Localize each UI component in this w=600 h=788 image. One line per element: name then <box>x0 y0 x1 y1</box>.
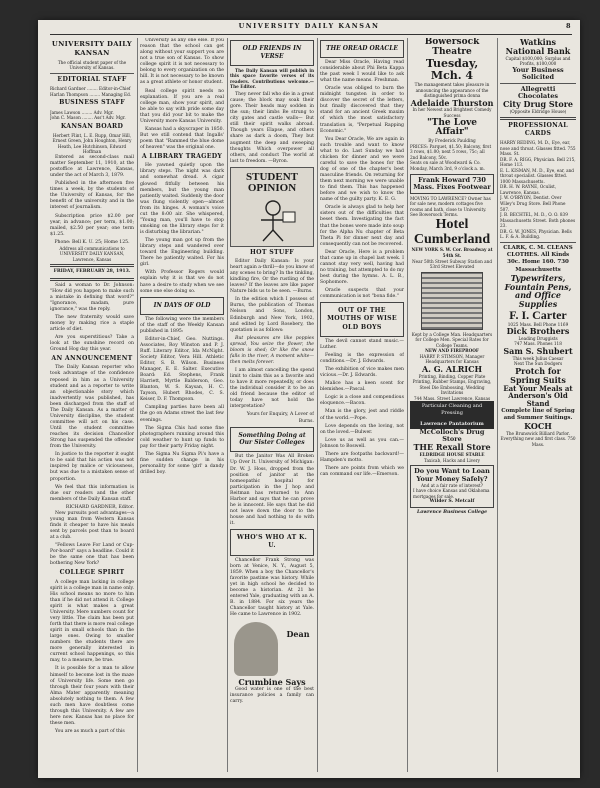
column-1 <box>50 38 134 772</box>
hot-stuff-signoff: Yours for Enquiry, A Lover of Burns. <box>246 412 314 424</box>
hotel-note: Near 50th Street Subway Station and 53rd Street Elevated <box>411 258 493 270</box>
old-friends-verse: They never fall who die in a great cause; the block may soak their gore. Their heads may sodden in the sun; their limbs Be strung to city gates and castle walls— But still their spirit walks abroad. Though years Elapse, and others share as dark a doom, They but augment the deep and sweeping thoughts Which overpower all others, and conduct The world at last to freedom. —Byron. <box>230 92 314 164</box>
editorial-item: Kansas had a skyscraper in 1850. But we still contend that Ingalls' poem that "Rammed the blue dome of heaven" was the original one. <box>140 126 224 151</box>
whos-who-body: Chancellor Frank Strong was born at Venice, N. Y., August 5, 1859. When a boy the Chancellor's favorite pastime was history. While yet in high school he decided to become a historian. At 21 he entered Yale, graduating with an A. B. in 1884. For six years the Chancellor taught history at Yale. He came to Lawrence in 1902. <box>230 557 314 618</box>
hot-stuff-heading: HOT STUFF <box>250 248 294 256</box>
college-spirit-body: You are as much a part of this <box>55 729 125 735</box>
city-drug-sub: (Opposite Eldridge House) <box>509 109 567 115</box>
anderson-ad: Eat Your Meals at Anderson's Old Stand <box>503 383 573 408</box>
quote-item: Love us as well as you can.—Johnson to Boswell. <box>320 437 404 449</box>
masthead-title: UNIVERSITY DAILY KANSAN <box>238 22 380 30</box>
oracle-body: Oracle is always glad to help her sisters out of the difficulties that beset them. Investigating the fact that the bones were made into soup for the Alpha Nu chapter of Beta Theta Pi for dinner next day and consequently can not be recovered. <box>320 205 404 247</box>
editorial-item: Real college spirit needs no explanation. If you are a real college man, show your spirit, and be able to say with pride some day that you did your bit to make the University more Kansas University. <box>140 88 224 124</box>
hotel-note: Kept by a College Man. Headquarters for College Men. Special Rates for College Teams. <box>411 331 493 348</box>
oracle-body: Dear Oracle, Here is a problem that came up in chapel last week. I cannot stay very well, having had no training, but attempted to do my best during the hymns. A. L. B., Sophomore. <box>320 249 404 286</box>
library-tragedy-body: With Professor Rogers would explain why it is that we do not have a desire to study when we see some one else doing so. <box>140 270 224 294</box>
eldridge-ad-sub: Taxicab, Hacks and Livery <box>424 457 480 463</box>
shubert-this-week: This week Julius Caesar <box>512 355 564 361</box>
hotel-cumberland-title: Hotel Cumberland <box>413 217 491 247</box>
mccolloch-ad: McColloch's Drug Store <box>419 428 485 444</box>
college-spirit-body: It is possible for a man to allow himself to become lost in the maze of University life. Some men go through their four years with their Alma Mater apparently meaning absolutely nothing to them. A few such men have doubtless come through this University. A few are here now. Kansas has no place for these men. <box>50 666 134 727</box>
hot-stuff-body: I am almost cancelling the spend limit to claim this as a favorite and to have it more repeatedly, or does the individual consider it to be an old friend because the editor of today have not hold the interpretation? <box>230 368 314 410</box>
editorial-staff-2: Harlan Thompson ........ Managing Ed. <box>50 91 132 97</box>
shubert-ad: Sam S. Shubert <box>503 346 573 357</box>
dean-crumbine-quote: Good water is one of the best insurance policies a family can carry. <box>230 686 314 705</box>
days-of-old-body: The following were the members of the staff of the Weekly Kansan published in 1895: <box>140 316 224 334</box>
oread-oracle-heading: THE OREAD ORACLE <box>326 45 398 52</box>
professional-cards-heading: PROFESSIONAL CARDS <box>508 121 568 137</box>
divider <box>50 73 134 74</box>
college-spirit-body: A college man lacking in college spirit is a college man in name only. His school means no more to him than if he did not attend it. College spirit is what makes a great University. Mere numbers count for very little. The claim has been put forth that there is more real college spirit in small schools than in the large ones. Owing to smaller numbers the students there are more generally interested in current school happenings, so this may, to a measure, be true. <box>50 579 134 664</box>
koch-ad-title: KOCH <box>524 421 552 432</box>
business-college-ad: Lawrence Business College <box>416 510 488 516</box>
dateline: FRIDAY, FEBRUARY 28, 1913. <box>53 269 131 275</box>
announcement-heading: AN ANNOUNCEMENT <box>51 355 133 363</box>
library-tragedy-body: He yawned quietly upon the library steps. The night was dark and somewhat dread. A cigar glowed fitfully between his members, but the young man patiently waited. Suddenly the door was flung violently open—almost from its hinges. A woman's voice cut the 8:00 air. She whispered, "Young man, you'll have to stop smoking on the library steps for it is disturbing the librarian." <box>140 163 224 235</box>
hotel-location: NEW YORK S. W. Cor. Broadway at 54th St. <box>411 247 493 258</box>
column-2 <box>140 38 224 772</box>
dean-crumbine-box <box>230 620 314 705</box>
newspaper-page <box>38 20 580 778</box>
koch-ad-body: Complete line of Spring and Summer Suitings. <box>501 407 575 421</box>
days-of-old-body: The Sigma Chis had some fine photographers running around this cold weather to hunt up funds to pay for their party Friday night. <box>140 425 224 449</box>
loan-rate: And at a fair rate of interest? <box>421 482 483 488</box>
business-staff-1: James Lawson ........ Adv. Mgr. <box>50 109 114 115</box>
wise-old-boys-heading: OUT OF THE MOUTHS OF WISE OLD BOYS <box>327 307 397 331</box>
editorial-item: Said a woman to Dr. Johnson: "How did you happen to make such a mistake in defining that word?" "Ignorance, madam, pure ignorance," was the reply. <box>50 282 134 312</box>
days-of-old-body: The Sigma Nu Sigma Pi's have a fine sudden change in his personality for some 'girl' a dandy drilled boy. <box>140 451 224 476</box>
wise-old-boys-box <box>320 302 404 337</box>
professional-card: J. B. BECHTEL, M. D., O. O. 839 Massachusetts Street. Both phones 23. <box>500 212 576 229</box>
carter-address: 1025 Mass. Bell Phone 1169 <box>507 321 569 327</box>
business-staff-heading: BUSINESS STAFF <box>59 99 125 107</box>
loan-question: Do you Want to Loan Your Money Safely? <box>414 467 490 483</box>
city-drug-ad: City Drug Store <box>503 99 573 110</box>
quote-item: The devil cannot stand music.—Luther. <box>320 338 404 350</box>
alrich-ad-address: 744 Mass. Street Lawrence, Kansas <box>413 395 491 401</box>
nameplate: UNIVERSITY DAILY KANSAN <box>51 40 133 57</box>
sister-colleges-box <box>230 427 314 453</box>
protch-ad: Protch for Spring Suits <box>510 365 566 385</box>
column-4 <box>320 38 404 772</box>
announcement-signature: RICHARD GARDNER, Editor. <box>65 504 134 510</box>
quote-item: There are points from which we can command our life.—Emerson. <box>320 465 404 478</box>
old-friends-note: The Daily Kansan will publish in this space favorite verses of its readers. Contributions welcome.—The Editor. <box>230 67 314 90</box>
days-of-old-list: Editor-in-Chief, Geo. Nuttings. Associates, Roy Winston and P. J. Ruff. Literary Editor, Ida McNight. Society Editor, Vera Hill. Athletic Editor, S. B. Wilson. Business Manager, E. E. Salter. Executive Board: Ed. Stephens, Frank Harriett, Myrtle Balderson, Geo. Blanton, W. S. Kaysan, H. C. Tayson, Hubert Rhodes, C. S. Keiser, D. F. Thompson. <box>140 336 224 403</box>
quote-item: Logic is a close and compendious eloquence.—Bacon. <box>320 395 404 407</box>
masthead <box>38 22 580 34</box>
quote-item: Love depends on the loving, not on the loved.—Bulwer. <box>320 423 404 435</box>
hot-stuff-verse: But pleasures are like poppies spread, You seize the flower, the bloom is shed; Or like the snow falls in the river, A moment white—then melts forever. <box>230 335 314 365</box>
days-of-old-body: Campling parties have been all the go on Adams street the last few evenings. <box>140 405 224 423</box>
alrich-ad-body: Printing, Binding, Copper Plate Printing, Rubber Stamps, Engraving, Steel Die Embossing, Wedding Invitations <box>412 373 492 396</box>
business-staff-2: John C. Mason ........ Ass't Adv. Mgr. <box>50 115 126 121</box>
editorial-item: New pursuits post advantages—a young man from Western Kansas finds it cheaper to have his meals sent by parcels post than to board at a club. <box>50 510 134 541</box>
quote-item: There are footpaths backward!—Hampden's motto. <box>320 451 404 463</box>
hotel-manager: HARRY P. STIMSON, Manager <box>419 353 485 359</box>
hotel-building-image <box>421 272 483 330</box>
pantatorium-ad: Lawrence Pantatorium <box>410 419 494 430</box>
whos-who-heading: WHO'S WHO AT K. U. <box>236 534 308 550</box>
cleaning-ad: Particular Cleaning and Pressing <box>410 401 494 418</box>
dick-brothers-ad: Dick Brothers <box>506 326 570 337</box>
oracle-body: You Dear Oracle, We are again in such trouble and want to know what to do. Last Sunday we had chicken for dinner and we were careful to save the bones for the dog of one of the chapter's best masculine friends. On returning for them next morning we were unable to find them. This has happened before and we wish to know the name of the guilty party. K. E. G. <box>320 136 404 203</box>
loan-body: I have choice Kansas and Oklahoma mortgages for sale. <box>413 488 490 499</box>
quote-item: Feeling is the expression of conditions.—Dr. J. Edwards. <box>320 352 404 365</box>
dick-brothers-address: 747 Mass. Phones 118 <box>514 341 562 347</box>
rexall-ad: THE Rexall Store <box>413 442 491 453</box>
editorial-item: University as any one else. If you reason that the school can get along without your support you are not a true son of Kansas. To show college spirit it is not necessary to belong to every organization on the hill. It is not necessary to be known as a great athlete or honor student. <box>140 38 224 86</box>
column-6 <box>500 38 576 772</box>
carter-ad: F. I. Carter <box>509 308 567 322</box>
editorial-staff-1: Richard Gardner ........ Editor-in-Chief <box>50 86 131 92</box>
old-friends-box <box>230 40 314 66</box>
oracle-body: Oracle suspects that your communication is not "bona fide." <box>320 288 404 300</box>
kansan-board: Herbert Flint, L. E. Rupp, Omar Hill, Ernest Green, John Houghton, Henry Heath, Lee Hutchinson, Edward Hoffman <box>52 132 132 155</box>
oread-oracle-box <box>320 40 404 58</box>
watkins-solicited: Your Business Solicited <box>512 65 564 81</box>
editorial-item: "Fellows Leave For Land or Cup-Por-board" says a headline. Could it be the same one that has been bothering New York? <box>50 543 134 567</box>
divider <box>50 264 134 267</box>
column-rule <box>317 38 318 772</box>
kansan-board-heading: KANSAN BOARD <box>60 122 124 130</box>
hotel-headquarters: Headquarters for Kansas <box>425 359 479 365</box>
sister-colleges-body: But the Janitor Was All Broken Up Over It. University of Michigan: Dr. W. J. Hoss, dropped from the position of janitor at the homeopathic hospital for participation in the J hop and Reitman has returned to Ann Harbor and says that he can prove he is innocent. He says that he did not leave down the door to the house and had nothing to do with it. <box>230 454 314 527</box>
frank-howard-ad: Frank Howard 730 Mass. Fixes Footwear <box>410 174 494 194</box>
typewriters-ad: Typewriters, Fountain Pens, and Office Supplies <box>504 272 572 310</box>
nameplate-subtitle: The official student paper of the University of Kansas. <box>57 59 127 71</box>
quote-item: The exhibition of vice makes men vicious.—Dr. J. Edwards. <box>320 367 404 379</box>
cartoon-figure-icon <box>249 198 297 242</box>
dean-crumbine-title: Dean Crumbine Says <box>238 629 310 688</box>
show-author: By Frederick Paulding <box>428 138 476 144</box>
published-notice: Published in the afternoon five times a week, by the students of the University of Kansas, for the benefit of the university and in the interest of journalism. <box>50 181 134 211</box>
editorial-item: Are you superstitious? Take a look at the sunshine record on Ground Hog day this year. <box>50 335 134 353</box>
loan-name: Wilder S. Metcalf <box>429 499 475 505</box>
subscription-notice: Subscription price $2.00 per year, in advance; per term, $1.00; mailed, $2.50 per year; one term $1.25. <box>50 213 134 237</box>
old-friends-heading: OLD FRIENDS IN VERSE <box>242 45 302 60</box>
phone-notice: Phone: Bell K. U. 25; Home 125. <box>54 239 130 245</box>
column-5 <box>410 38 494 772</box>
clark-cleaner-ad: CLARK, C. M. CLEANS CLOTHES. All Kinds 30c. Home 160. 730 Massachusetts <box>503 244 573 273</box>
whos-who-box <box>230 529 314 555</box>
theatre-date: Tuesday, Mch. 4 <box>425 56 479 82</box>
allegretti-ad: Allegretti Chocolates <box>517 84 558 101</box>
performer-name: Adelaide Thurston <box>410 97 494 108</box>
dean-portrait <box>234 622 278 676</box>
moving-ad: MOVING TO LAWRENCE? Owner has for sale new, modern cottages five rooms and bath, close to University. See Bowersock Terms. <box>410 195 491 218</box>
professional-card: DR. H. W. RAYNE, Oculist, Lawrence, Kansas. <box>500 184 557 195</box>
hot-stuff-body: Editor Daily Kansan: Is your heart again a-thrill—do you know of any scenes to bring? In the tinkling, kindling fire, Or the rustling of the leaves? If the leaves are like paper Nature bids us to be seen. —Burns. <box>230 258 314 295</box>
address-notice: Address all communications to UNIVERSITY DAILY KANSAN, Lawrence, Kansas <box>59 245 125 262</box>
watkins-capital: Capital $100,000; Surplus and Profits, $100,000 <box>505 55 571 67</box>
dick-brothers-sub: Leading Druggists <box>518 335 558 341</box>
quote-item: Man is the glory, jest and riddle of the world.—Pope. <box>320 409 404 421</box>
editorial-staff-heading: EDITORIAL STAFF <box>57 76 127 84</box>
divider <box>500 83 576 84</box>
watkins-bank-title: Watkins National Bank <box>505 38 571 56</box>
sister-colleges-heading: Something Doing at Our Sister Colleges <box>238 431 306 447</box>
library-tragedy-heading: A LIBRARY TRAGEDY <box>141 153 223 161</box>
ticket-prices: PRICES: Parquet, $1.50; Balcony, first 3 rows, $1.00; next 5 rows, 75c; all 2nd Balcony, 50c. <box>410 143 492 160</box>
oracle-body: Oracle was obliged to burn the midnight tungsten in order to discover the secret of the letters, but finally discovered that they stand for an ancient Greek maxim of which the most satisfactory translation is, "Perpetual Rapping Economic." <box>320 86 404 134</box>
theatre-note: The management takes pleasure in announcing the appearance of the distinguished prima donna <box>414 81 490 99</box>
eldridge-ad: ELDRIDGE HOUSE STABLE <box>419 452 485 458</box>
entered-notice: Entered as second-class mail matter September 11, 1910, at the postoffice at Lawrence, Kansas, under the act of March 3, 1879. <box>50 154 134 179</box>
professional-card: J. W. O'BRYON, Dentist. Over Wiley's Drug Store. Bell Phone 507. <box>500 195 566 212</box>
editorial-item: The new fraternity would save money by making rice a staple article of diet. <box>50 314 134 332</box>
column-rule <box>497 38 498 772</box>
hot-stuff-body: In the edition which I possess of Burns, the publication of Thomas Nelson and Sons, London, Edinburgh and New York, 1902, and edited by Lord Rosebery, the quotation is as follows: <box>230 297 314 333</box>
alrich-ad-title: A. G. ALRICH <box>421 363 483 374</box>
professional-card: HARRY REDING, M. D., Eye, ear, nose and throat. Glasses fitted. 755 Mass. St. <box>500 139 576 157</box>
professional-card: DR. F. A. RIGG, Physician. Bell 215, Home 113. <box>500 156 576 168</box>
days-of-old-heading: IN DAYS OF OLD <box>153 301 211 309</box>
cartoon-title: STUDENT OPINION <box>246 170 298 194</box>
seat-sale: Seats on sale at Woodward & Co. Monday, March 3rd, 9 o'clock a. m. <box>410 160 485 172</box>
announcement-body: We feel that this information is due our readers and the other members of the Daily Kansan staff. <box>50 484 134 502</box>
quote-item: Malice has a keen scent for blemishes.—Pascal. <box>320 381 404 393</box>
professional-card: DR. G. W. JONES, Physician. Bells L. F. & A. Building. <box>500 228 572 240</box>
column-rule <box>227 38 228 772</box>
library-tragedy-body: The young man got up from the library steps and wandered over toward the Engineering building. There he patiently waited. For his girl. <box>140 238 224 268</box>
shubert-next: Next The Sun Dodgers <box>513 361 563 367</box>
hotel-fireproof: NEW AND FIREPROOF <box>425 348 479 354</box>
college-spirit-heading: COLLEGE SPIRIT <box>59 569 125 577</box>
show-intro: In her Newest and Brightest Comedy Success <box>412 107 492 118</box>
divider <box>50 278 134 281</box>
student-opinion-cartoon <box>230 167 314 247</box>
column-3 <box>230 38 314 772</box>
announcement-body: In justice to the reporter it ought to be said that his action was not inspired by malice or viciousness, but was due to a mistaken sense of proportion. <box>50 452 134 482</box>
page-number: 8 <box>565 22 572 30</box>
announcement-body: The Daily Kansan reporter who took advantage of the confidence reposed in him as a University student and as a reporter to write an objectionable story which inadvertently was published, has been discharged from the staff of The Daily Kansan. As a matter of University discipline, the student committee will act on his case. Until the student committee reaches its decision Chancellor Strong has suspended the offender from the University. <box>50 365 134 450</box>
bowersock-theatre-title: Bowersock Theatre <box>424 38 480 57</box>
days-of-old-box <box>140 297 224 315</box>
divider <box>500 242 576 243</box>
oracle-body: Dear Miss Oracle, Having read considerable about Phi Beta Kappa the past week I would like to ask what the name means. Freshman. <box>320 59 404 84</box>
brunswick-ad: The Brunswick Billiard Parlor. Everything new and first class. 750 Mass. <box>500 430 576 447</box>
professional-card: E. L. KISMAN, M. D., Eye, ear, and throat specialist. Glasses fitted. 1000 Massachusetts. <box>500 167 574 184</box>
loan-ad-box <box>410 465 494 508</box>
show-title: "The Love Affair" <box>426 117 478 138</box>
divider <box>500 117 576 120</box>
column-rule <box>137 38 138 772</box>
column-rule <box>407 38 408 772</box>
masthead-rule <box>50 34 572 35</box>
